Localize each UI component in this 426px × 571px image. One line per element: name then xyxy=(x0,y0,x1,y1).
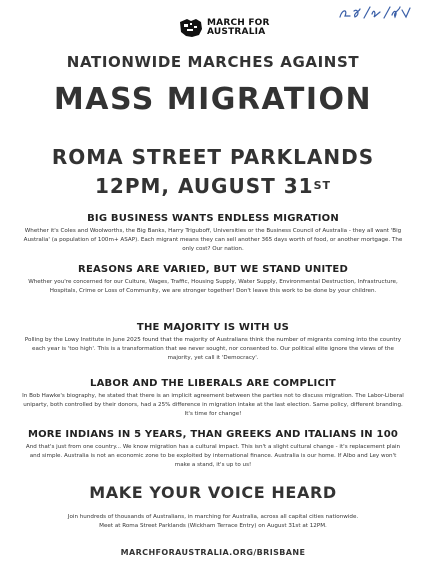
section-title: THE MAJORITY IS WITH US xyxy=(136,322,290,333)
handwritten-date-note xyxy=(336,3,414,23)
section-majority xyxy=(22,321,404,363)
footer-website-link[interactable]: MARCHFORAUSTRALIA.ORG/BRISBANE xyxy=(120,548,306,557)
section-reasons-varied xyxy=(22,263,404,296)
section-title: REASONS ARE VARIED, BUT WE STAND UNITED xyxy=(78,264,348,275)
section-body: In Bob Hawke's biography, he stated that there is an implicit agreement between the parties not to discuss migration. The Labor-Liberal uniparty, both controlled by their donors, had a 25% difference in migration intake at the last election. Same policy, different branding. It's time for change! xyxy=(22,393,404,417)
section-title: BIG BUSINESS WANTS ENDLESS MIGRATION xyxy=(87,213,339,224)
cta-heading: MAKE YOUR VOICE HEARD xyxy=(89,483,337,502)
map-flag-logo-icon xyxy=(178,17,204,39)
section-body: And that's just from one country... We know migration has a cultural impact. This isn't a slight cultural change - it's replacement plain and simple. Australia is not an economic zone to be exploited by international finance. Australia is our home. If Albo and Ley won't make a stand, it's up to us! xyxy=(25,444,401,468)
event-time-date-text: 12PM, AUGUST 31 xyxy=(95,174,314,198)
headline-nationwide: NATIONWIDE MARCHES AGAINST xyxy=(66,53,360,71)
section-title: LABOR AND THE LIBERALS ARE COMPLICIT xyxy=(90,378,336,389)
section-body: Whether you're concerned for our Culture, Wages, Traffic, Housing Supply, Water Supply, Environmental Destruction, Infrastructure, Hospitals, Crime or Loss of Community, we are stronger together! Don't leave this work to be done by your children. xyxy=(28,279,398,294)
section-more-indians xyxy=(22,428,404,470)
event-location: ROMA STREET PARKLANDS xyxy=(51,145,375,169)
march-for-australia-logo xyxy=(178,16,270,40)
section-big-business xyxy=(22,212,404,254)
event-details xyxy=(0,143,426,201)
headline-mass-migration: MASS MIGRATION xyxy=(53,82,373,117)
cta-line2: Meet at Roma Street Parklands (Wickham Terrace Entry) on August 31st at 12PM. xyxy=(99,523,327,529)
section-labor-liberals xyxy=(22,377,404,419)
cta-line1: Join hundreds of thousands of Australians, in marching for Australia, across all capital cities nationwide. xyxy=(67,514,359,520)
logo-line2: AUSTRALIA xyxy=(207,27,266,37)
section-body: Polling by the Lowy Institute in June 2025 found that the majority of Australians think the number of migrants coming into the country each year is 'too high'. This is a transformation that we never sought, nor consented to. Our political elite ignore the views of the majority, yet call it 'Democracy'. xyxy=(24,337,402,361)
logo-line1: MARCH FOR xyxy=(207,18,270,28)
section-body: Whether it's Coles and Woolworths, the Big Banks, Harry Triguboff, Universities or the Business Council of Australia - they all want 'Big Australia' (a population of 100m+ ASAP). Each migrant means they can sell another 365 days worth of food, or another mortgage. The only cost? Our nation. xyxy=(23,228,403,252)
event-time-date xyxy=(0,172,426,201)
handwritten-date-scribble-icon xyxy=(336,3,414,23)
event-date-suffix: ST xyxy=(313,179,331,192)
cta-body xyxy=(30,513,396,531)
section-title: MORE INDIANS IN 5 YEARS, THAN GREEKS AND ITALIANS IN 100 xyxy=(27,429,399,440)
